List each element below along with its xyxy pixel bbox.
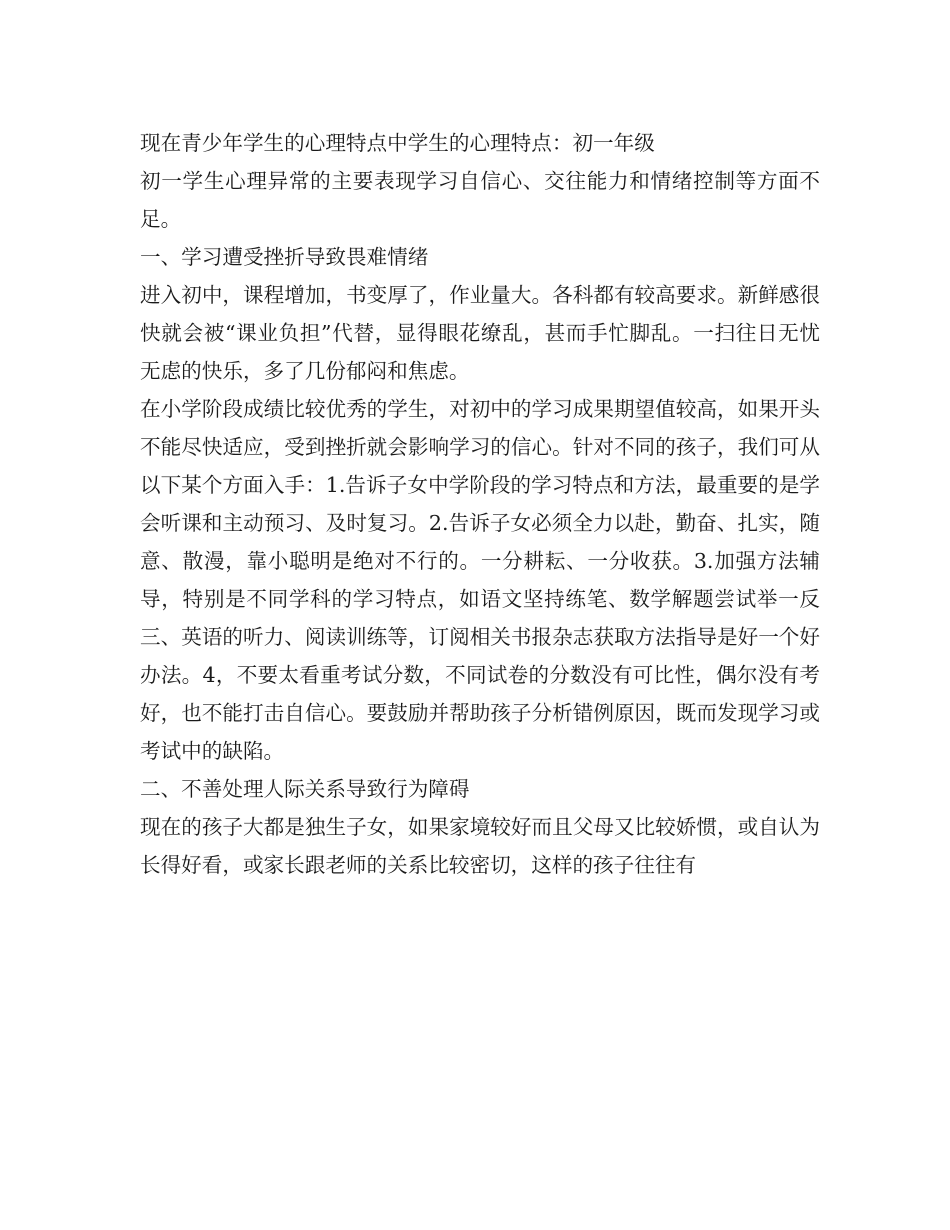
body-paragraph: 在小学阶段成绩比较优秀的学生，对初中的学习成果期望值较高，如果开头不能尽快适应，受到挫折就会影响学习的信心。针对不同的孩子，我们可从以下某个方面入手：1.告诉子女中学阶段的学习特点和方法，最重要的是学会听课和主动预习、及时复习。2.告诉子女必须全力以赴，勤奋、扎实，随意、散漫，靠小聪明是绝对不行的。一分耕耘、一分收获。3.加强方法辅导，特别是不同学科的学习特点，如语文坚持练笔、数学解题尝试举一反三、英语的听力、阅读训练等，订阅相关书报杂志获取方法指导是好一个好办法。4，不要太看重考试分数，不同试卷的分数没有可比性，偶尔没有考好，也不能打击自信心。要鼓励并帮助孩子分析错例原因，既而发现学习或考试中的缺陷。 [140, 397, 820, 763]
intro-paragraph: 初一学生心理异常的主要表现学习自信心、交往能力和情绪控制等方面不足。 [140, 169, 820, 231]
document-title-line: 现在青少年学生的心理特点中学生的心理特点：初一年级 [140, 131, 655, 155]
section-heading-1: 一、学习遭受挫折导致畏难情绪 [140, 245, 429, 269]
section-heading-2: 二、不善处理人际关系导致行为障碍 [140, 777, 470, 801]
body-paragraph: 现在的孩子大都是独生子女，如果家境较好而且父母又比较娇惯，或自认为长得好看，或家长跟老师的关系比较密切，这样的孩子往往有 [140, 815, 820, 877]
document-body [140, 124, 820, 884]
body-paragraph: 进入初中，课程增加，书变厚了，作业量大。各科都有较高要求。新鲜感很快就会被“课业负担”代替，显得眼花缭乱，甚而手忙脚乱。一扫往日无忧无虑的快乐，多了几份郁闷和焦虑。 [140, 283, 820, 383]
